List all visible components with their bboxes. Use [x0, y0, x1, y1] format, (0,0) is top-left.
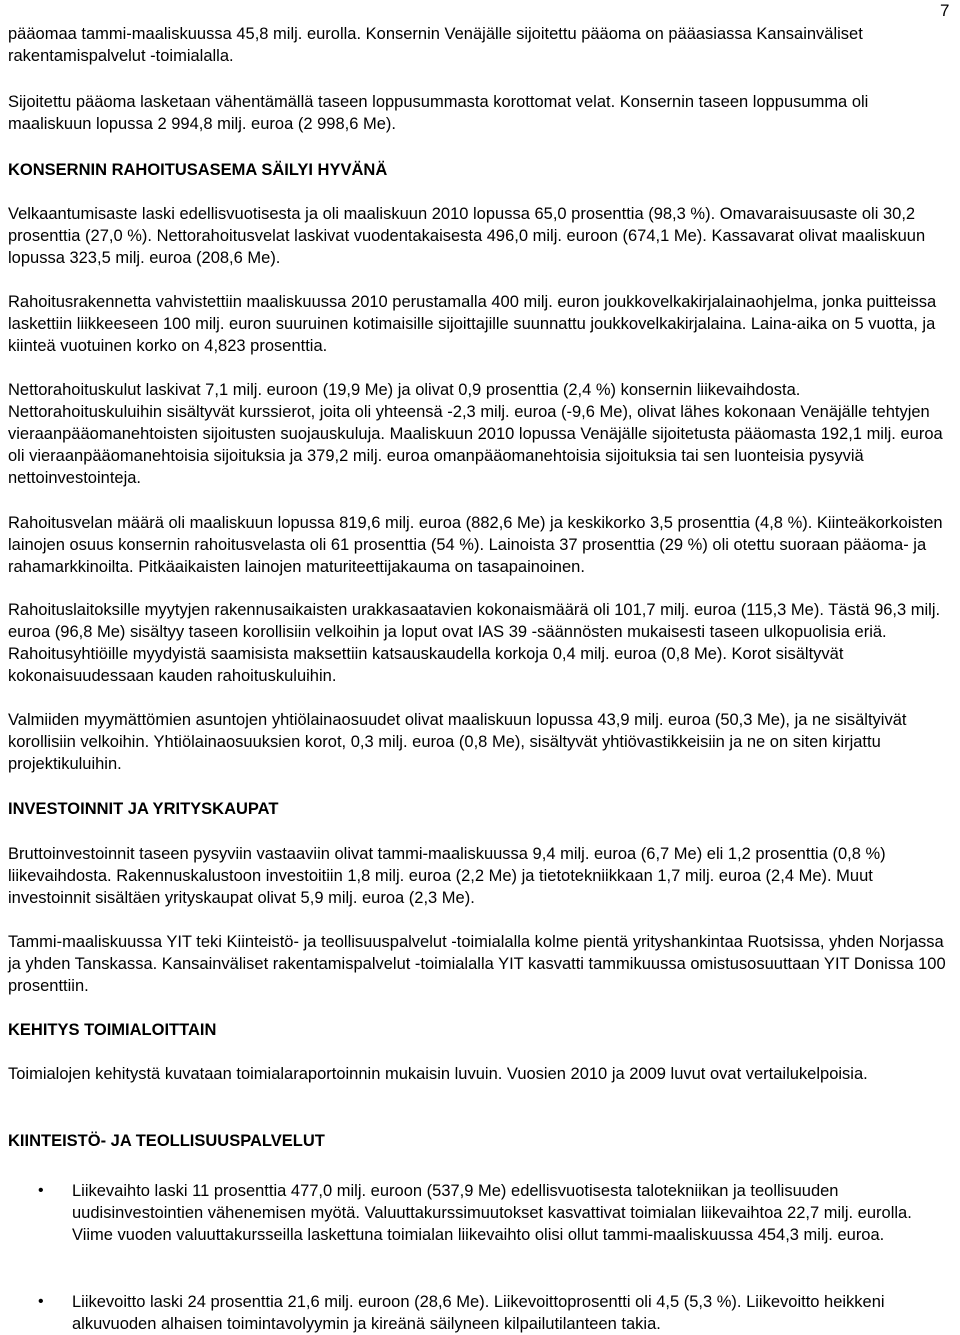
list-item-text: Liikevoitto laski 24 prosenttia 21,6 milj. euroon (28,6 Me). Liikevoittoprosentti oli 4,5 (5,3 %). Liikevoitto heikkeni alkuvuoden alhaisen toimintavolyymin ja kireänä säilyneen kilpailutilanteen takia. — [72, 1293, 885, 1333]
paragraph-receivables-sold: Rahoituslaitoksille myytyjen rakennusaikaisten urakkasaatavien kokonaismäärä oli 101,7 milj. euroa (115,3 Me). Tästä 96,3 milj. euroa (96,8 Me) sisältyy taseen korollisiin velkoihin ja loput ovat IAS 39 -säännösten mukaisesti taseen ulkopuolisia eriä. Rahoitusyhtiöille myydyistä saamisista maksettiin katsauskaudella korkoja 0,4 milj. euroa (0,8 Me). Korot sisältyvät kokonaisuudessaan kauden rahoituskuluihin. — [8, 601, 941, 685]
heading-business-development: KEHITYS TOIMIALOITTAIN — [8, 1021, 217, 1039]
bullet-icon: • — [38, 1293, 44, 1310]
heading-financial-position: KONSERNIN RAHOITUSASEMA SÄILYI HYVÄNÄ — [8, 161, 388, 179]
paragraph-acquisitions: Tammi-maaliskuussa YIT teki Kiinteistö- ja teollisuuspalvelut -toimialalla kolme pientä yrityshankintaa Ruotsissa, yhden Norjassa ja yhden Tanskassa. Kansainväliset rakentamispalvelut -toimialalla YIT kasvatti tammikuussa omistusosuuttaan YIT Donissa 100 prosenttiin. — [8, 933, 946, 995]
heading-investments: INVESTOINNIT JA YRITYSKAUPAT — [8, 800, 279, 818]
paragraph-gross-investments: Bruttoinvestoinnit taseen pysyviin vastaaviin olivat tammi-maaliskuussa 9,4 milj. euroa (6,7 Me) eli 1,2 prosenttia (0,8 %) liikevaihdosta. Rakennuskalustoon investoitiin 1,8 milj. euroa (2,2 Me) ja tietotekniikkaan 1,7 milj. euroa (2,4 Me). Muut investoinnit sisältäen yrityskaupat olivat 5,9 milj. euroa (2,3 Me). — [8, 845, 886, 907]
page-number: 7 — [940, 1, 950, 20]
paragraph-russia-capital: pääomaa tammi-maaliskuussa 45,8 milj. eurolla. Konsernin Venäjälle sijoitettu pääoma on pääasiassa Kansainväliset rakentamispalvelut -toimialalla. — [8, 25, 863, 65]
paragraph-financial-expenses: Nettorahoituskulut laskivat 7,1 milj. euroon (19,9 Me) ja olivat 0,9 prosenttia (2,4 %) konsernin liikevaihdosta. Nettorahoituskuluihin sisältyvät kurssierot, joita oli yhteensä -2,3 milj. euroa (-9,6 Me), olivat lähes kokonaan Venäjälle tehtyjen vieraanpääomanehtoisten sijoitusten suojauskuluja. Maaliskuun 2010 lopussa Venäjälle sijoitetusta pääomasta 192,1 milj. euroa oli vieraanpääomanehtoisia sijoituksia ja 379,2 milj. euroa omanpääomanehtoisia sijoituksia tai sen luonteisia pysyviä nettoinvestointeja. — [8, 381, 943, 487]
paragraph-housing-loans: Valmiiden myymättömien asuntojen yhtiölainaosuudet olivat maaliskuun lopussa 43,9 milj. euroa (50,3 Me), ja ne sisältyivät korollisiin velkoihin. Yhtiölainaosuuksien korot, 0,3 milj. euroa (0,8 Me), sisältyvät yhtiövastikkeisiin ja ne on siten kirjattu projektikuluihin. — [8, 711, 907, 773]
paragraph-financial-debt: Rahoitusvelan määrä oli maaliskuun lopussa 819,6 milj. euroa (882,6 Me) ja keskikorko 3,5 prosenttia (4,8 %). Kiinteäkorkoisten lainojen osuus konsernin rahoitusvelasta oli 61 prosenttia (54 %). Lainoista 37 prosenttia (29 %) oli otettu suoraan pääoma- ja rahamarkkinoilta. Pitkäaikaisten lainojen maturiteettijakauma on tasapainoinen. — [8, 514, 943, 576]
bullet-icon: • — [38, 1182, 44, 1199]
paragraph-invested-capital: Sijoitettu pääoma lasketaan vähentämällä taseen loppusummasta korottomat velat. Konsernin taseen loppusumma oli maaliskuun lopussa 2 994,8 milj. euroa (2 998,6 Me). — [8, 93, 869, 133]
list-item-text: Liikevaihto laski 11 prosenttia 477,0 milj. euroon (537,9 Me) edellisvuotisesta talotekniikan ja teollisuuden uudisinvestointien vähenemisen myötä. Valuuttakurssimuutokset kasvattivat toimialan liikevaihtoa 22,7 milj. eurolla. Viime vuoden valuuttakursseilla laskettuna toimialan liikevaihto olisi ollut tammi-maaliskuussa 454,3 milj. euroa. — [72, 1182, 912, 1244]
paragraph-segment-reporting: Toimialojen kehitystä kuvataan toimialaraportoinnin mukaisin luvuin. Vuosien 2010 ja 2009 luvut ovat vertailukelpoisia. — [8, 1065, 868, 1083]
paragraph-bond-programme: Rahoitusrakennetta vahvistettiin maaliskuussa 2010 perustamalla 400 milj. euron joukkovelkakirjalainaohjelma, jonka puitteissa laskettiin liikkeeseen 100 milj. euron suuruinen kotimaisille sijoittajille suunnattu joukkovelkakirjalaina. Laina-aika on 5 vuotta, ja kiinteä vuotuinen korko on 4,823 prosenttia. — [8, 293, 937, 355]
heading-building-industrial-services: KIINTEISTÖ- JA TEOLLISUUSPALVELUT — [8, 1132, 325, 1150]
paragraph-gearing: Velkaantumisaste laski edellisvuotisesta ja oli maaliskuun 2010 lopussa 65,0 prosenttia (98,3 %). Omavaraisuusaste oli 30,2 prosenttia (27,0 %). Nettorahoitusvelat laskivat vuodentakaisesta 496,0 milj. euroon (674,1 Me). Kassavarat olivat maaliskuun lopussa 323,5 milj. euroa (208,6 Me). — [8, 205, 926, 267]
